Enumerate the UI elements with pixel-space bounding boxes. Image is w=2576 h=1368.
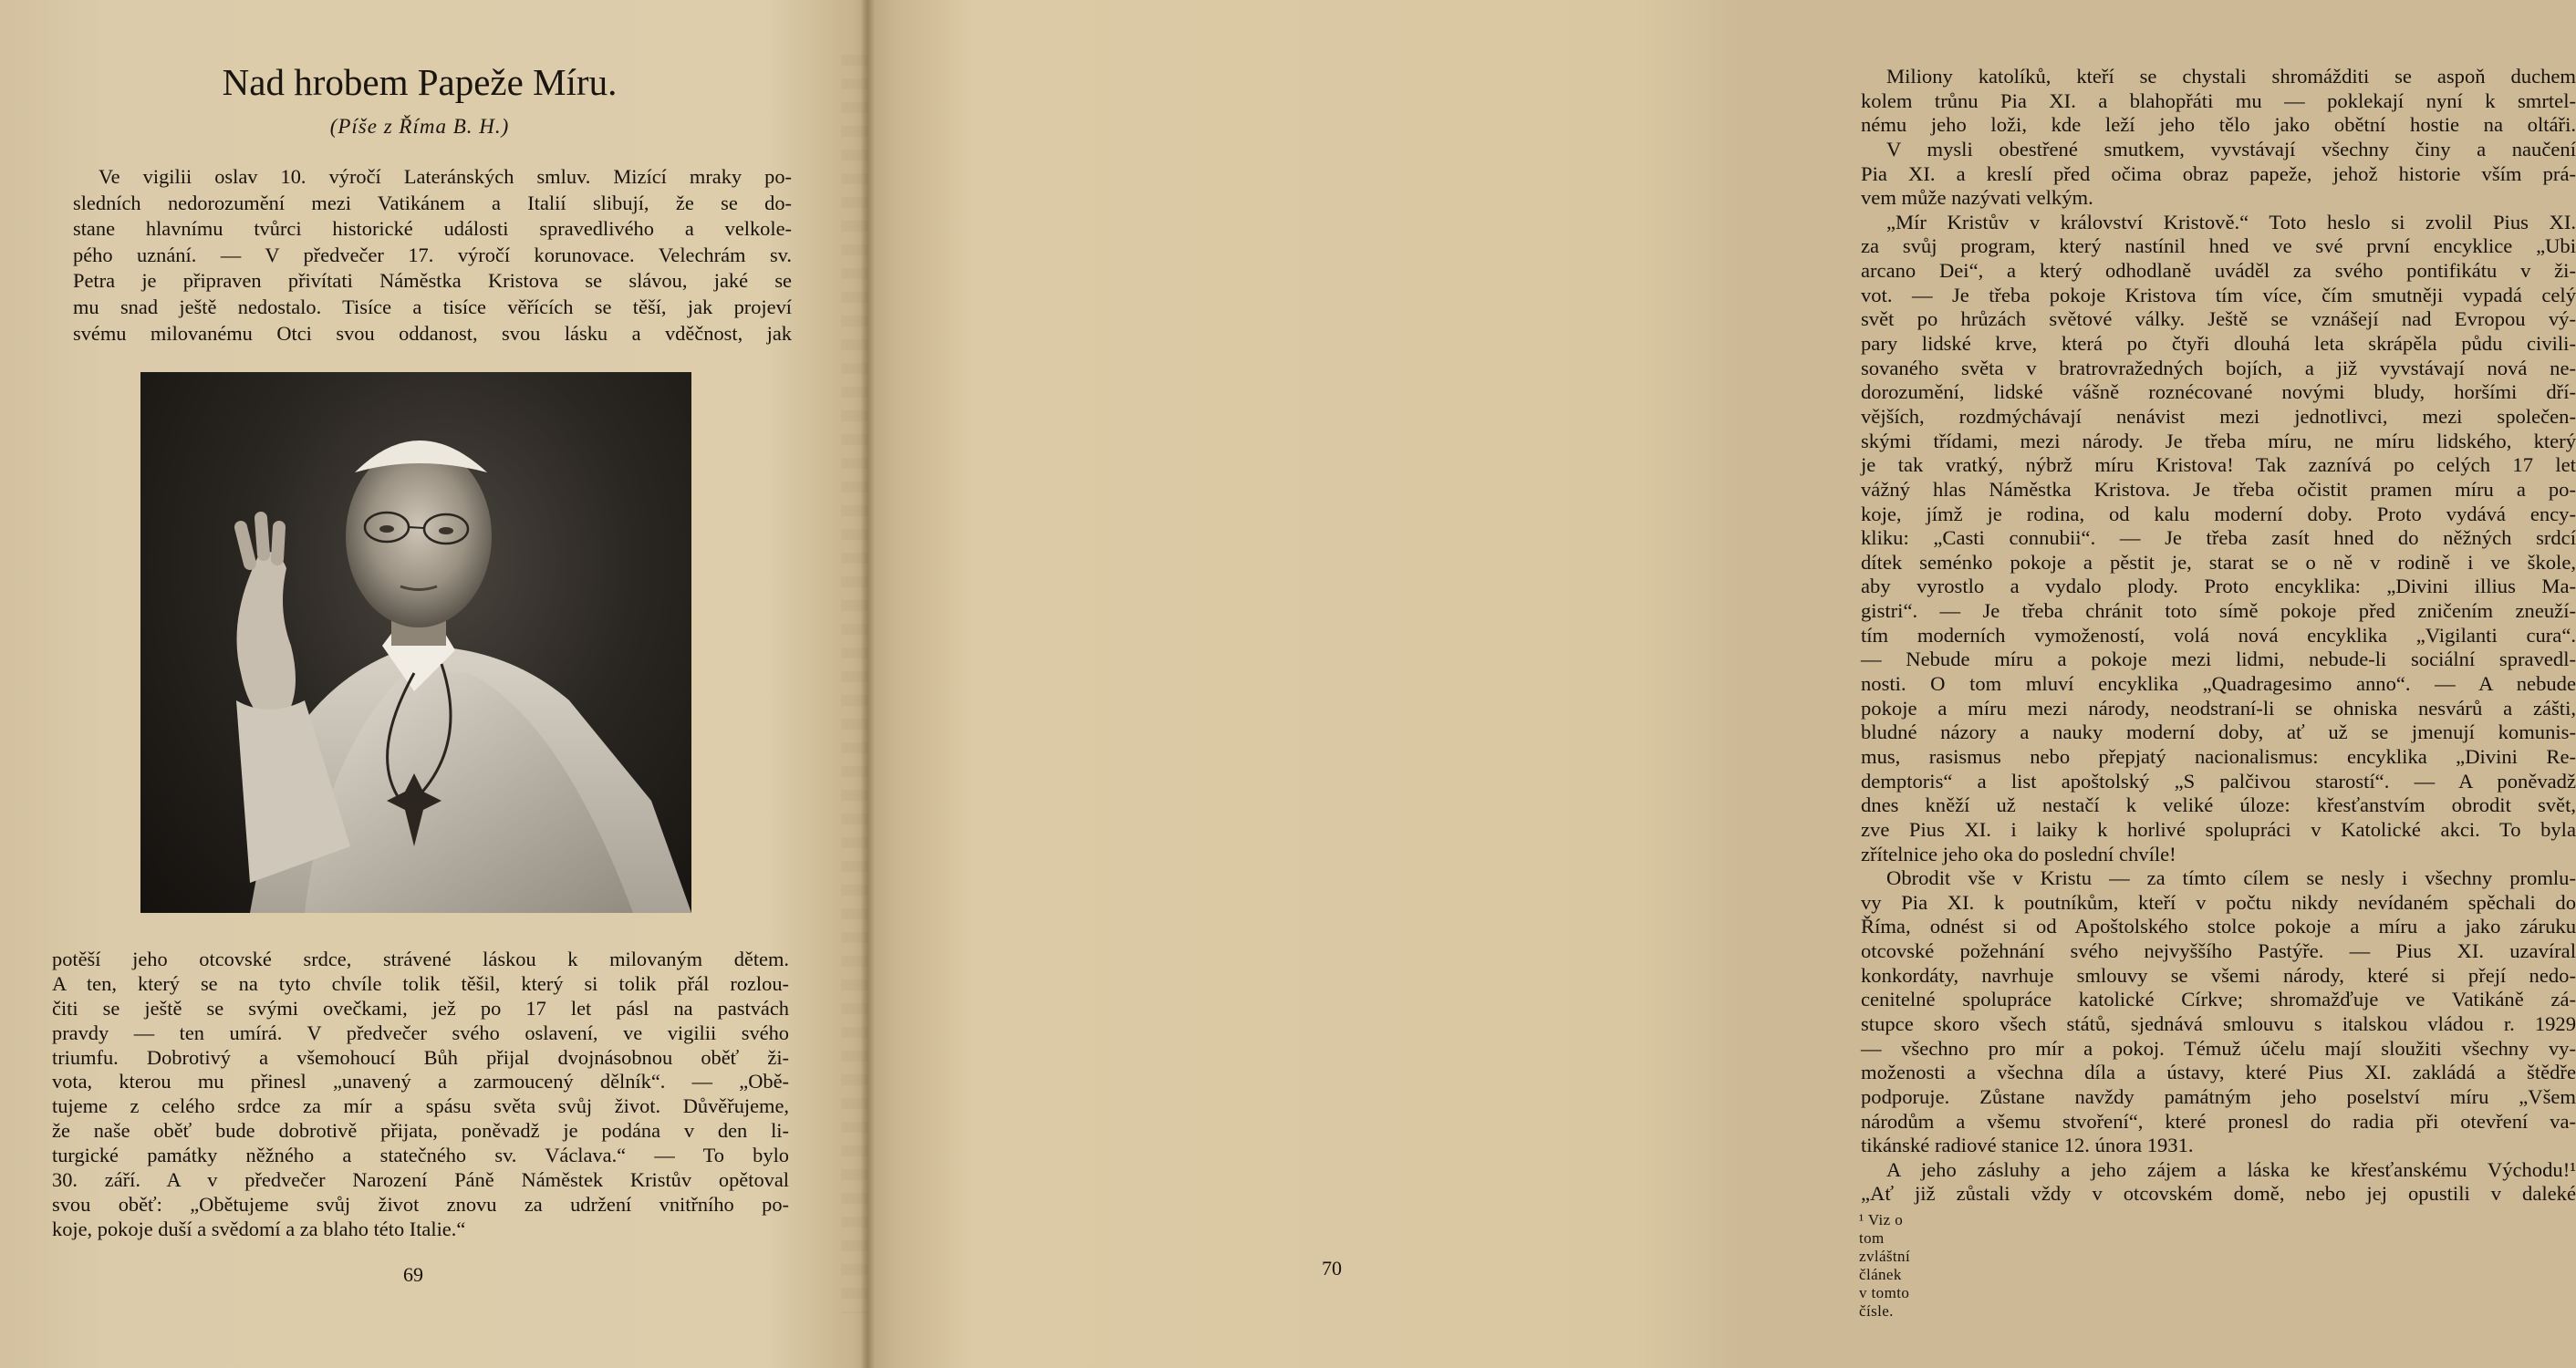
text-line: Ve vigilii oslav 10. výročí Lateránských smluv. Mizící mraky po- — [99, 165, 792, 188]
text-line: A jeho zásluhy a jeho zájem a láska ke křesťanskému Východu!¹ — [1886, 1157, 2576, 1181]
text-line: pého uznání. — V předvečer 17. výročí korunovace. Velechrám sv. — [73, 243, 792, 266]
right-page — [870, 0, 2576, 1368]
article-title: Nad hrobem Papeže Míru. — [222, 61, 618, 103]
text-line: nosti. O tom mluví encyklika „Quadragesimo anno“. — A nebude — [1861, 672, 2576, 696]
text-line: turgické památky něžného a statečného sv. Václava.“ — To bylo — [52, 1144, 789, 1167]
text-line: zřítelnice jeho oka do poslední chvíle! — [1861, 842, 2176, 865]
text-line: národům a všemu stvoření“, které pronesl do radia při otevření va- — [1861, 1109, 2576, 1133]
text-line: bludné názory a nauky moderní doby, ať už se jmenují komunis- — [1861, 720, 2576, 744]
left-top-paragraph — [73, 164, 792, 347]
text-line: kliku: „Casti connubii“. — Je třeba zasít hned do něžných srdcí — [1861, 526, 2576, 550]
text-line: koje, pokoje duší a svědomí a za blaho této Italie.“ — [52, 1217, 466, 1240]
text-line: koje, jímž je rodina, od kalu moderní doby. Proto vydává ency- — [1861, 502, 2576, 525]
text-line: Petra je připraven přivítati Náměstka Kristova se slávou, jaké se — [73, 269, 792, 293]
text-line: tujeme z celého srdce za mír a spásu světa svůj život. Důvěřujeme, — [52, 1094, 789, 1118]
text-line: potěší jeho otcovské srdce, strávené láskou k milovaným dětem. — [52, 948, 789, 970]
text-line: vy Pia XI. k poutníkům, kteří v počtu nikdy nevídaném spěchali do — [1861, 890, 2576, 914]
text-line: aby vyrostlo a vydalo plody. Proto encyklika: „Divini illius Ma- — [1861, 575, 2576, 598]
text-line: čiti se ještě se svými ovečkami, jež po 17 let pásl na pastvách — [52, 996, 789, 1020]
text-line: kolem trůnu Pia XI. a blahopřáti mu — poklekají nyní k smrtel- — [1861, 88, 2576, 112]
text-line: podporuje. Zůstane navždy památným jeho poselství míru „Všem — [1861, 1084, 2576, 1108]
text-line: pravdy — ten umírá. V předvečer svého oslavení, ve vigilii svého — [52, 1021, 789, 1044]
footnote: ¹ Viz o tom zvláštní článek v tomto čísle. — [1859, 1211, 1911, 1320]
text-line: — Nebude míru a pokoje mezi lidmi, nebude-li sociální spravedl- — [1861, 648, 2576, 671]
text-line: zve Pius XI. i laiky k horlivé spolupráci v Katolické akci. To byla — [1861, 817, 2576, 841]
text-line: dorozumění, lidské vášně roznécované novými bludy, horšími dří- — [1861, 380, 2576, 404]
text-line: gistri“. — Je třeba chránit toto símě pokoje před zničením zneuží- — [1861, 599, 2576, 623]
text-line: pary lidské krve, která po čtyři dlouhá leta skrápěla půdu civili- — [1861, 332, 2576, 356]
text-line: 30. září. A v předvečer Narození Páně Náměstek Kristův opětoval — [52, 1168, 789, 1192]
text-line: otcovské požehnání svého nejvyššího Pastýře. — Pius XI. uzavíral — [1861, 939, 2576, 963]
text-line: mu snad ještě nedostalo. Tisíce a tisíce věřících se těší, jak projeví — [73, 295, 792, 318]
text-line: dnes kněží už nestačí k veliké úloze: křesťanstvím obrodit svět, — [1861, 793, 2576, 817]
text-line: „Mír Kristův v království Kristově.“ Toto heslo si zvolil Pius XI. — [1886, 210, 2576, 233]
text-line: za svůj program, který nastínil hned ve své první encyklice „Ubi — [1861, 234, 2576, 258]
text-line: demptoris“ a list apoštolský „S palčivou starostí“. — A poněvadž — [1861, 769, 2576, 793]
text-line: vot. — Je třeba pokoje Kristova tím více, čím smutněji vypadá celý — [1861, 283, 2576, 306]
text-line: sledních nedorozumění mezi Vatikánem a Italií slibují, že se do- — [73, 191, 792, 214]
article-byline: (Píše z Říma B. H.) — [329, 115, 510, 138]
text-line: nému jeho loži, kde leží jeho tělo jako obětní hostie na oltáři. — [1861, 113, 2576, 137]
portrait-photo — [140, 372, 691, 913]
text-line: triumfu. Dobrotivý a všemohoucí Bůh přijal dvojnásobnou oběť ži- — [52, 1045, 789, 1069]
text-line: vějších, rozdmýchávají nenávist mezi jednotlivci, mezi společen- — [1861, 404, 2576, 428]
text-line: svému milovanému Otci svou oddanost, svou lásku a vděčnost, jak — [73, 321, 792, 345]
text-line: — všechno pro mír a pokoj. Témuž účelu mají sloužiti všechny vy- — [1861, 1036, 2576, 1060]
page-number-right: 70 — [1322, 1257, 1342, 1280]
text-line: konkordáty, navrhuje smlouvy se všemi národy, které si přejí nedo- — [1861, 963, 2576, 987]
left-page — [0, 0, 868, 1368]
text-line: „Ať již zůstali vždy v otcovském domě, nebo jej opustili v daleké — [1861, 1182, 2576, 1206]
text-line: dítek seménko pokoje a pěstit je, starat se o ně v rodině i ve škole, — [1861, 550, 2576, 574]
text-line: sovaného světa v bratrovražedných bojích, a již vyvstávají nová ne- — [1861, 356, 2576, 379]
text-line: Miliony katolíků, kteří se chystali shromážditi se aspoň duchem — [1886, 65, 2576, 88]
right-page-text — [1861, 65, 2576, 1207]
text-line: svět po hrůzách světové války. Ještě se vznášejí nad Evropou vý- — [1861, 307, 2576, 331]
text-line: Říma, odnést si od Apoštolského stolce pokoje a míru a jako záruku — [1861, 915, 2576, 938]
text-line: V mysli obestřené smutkem, vyvstávají všechny činy a naučení — [1886, 137, 2576, 161]
text-line: stane hlavnímu tvůrci historické události spravedlivého a velkole- — [73, 217, 792, 241]
text-line: je tak vratký, nýbrž míru Kristova! Tak zaznívá po celých 17 let — [1861, 453, 2576, 477]
page-number-left: 69 — [403, 1263, 423, 1286]
text-line: tikánské radiové stanice 12. února 1931. — [1861, 1134, 2194, 1157]
text-line: Pia XI. a kreslí před očima obraz papeže, jehož historie vším prá- — [1861, 161, 2576, 185]
text-line: svou oběť: „Obětujeme svůj život znovu za udržení vnitřního po- — [52, 1192, 789, 1216]
text-line: Obrodit vše v Kristu — za tímto cílem se nesly i všechny promlu- — [1886, 866, 2576, 890]
text-line: vem může nazývati velkým. — [1861, 186, 2093, 210]
text-line: vota, kterou mu přinesl „unavený a zarmoucený dělník“. — „Obě- — [52, 1070, 789, 1093]
text-line: stupce skoro všech států, sjednává smlouvu s italskou vládou r. 1929 — [1861, 1011, 2576, 1035]
portrait-illustration — [140, 372, 691, 913]
text-line: arcano Dei“, a který odhodlaně uváděl za svého pontifikátu v ži- — [1861, 259, 2576, 283]
text-line: tím moderních vymožeností, volá nová encyklika „Vigilanti cura“. — [1861, 623, 2576, 647]
text-line: moženosti a všechna díla a ústavy, které Pius XI. zakládá a štědře — [1861, 1061, 2576, 1084]
text-line: že naše oběť bude dobrotivě přijata, poněvadž je podána v den li- — [52, 1119, 789, 1143]
text-line: A ten, který se na tyto chvíle tolik těšil, který si tolik přál rozlou- — [52, 971, 789, 995]
text-line: mus, rasismus nebo přepjatý nacionalismus: encyklika „Divini Re- — [1861, 744, 2576, 768]
text-line: cenitelné spolupráce katolické Církve; shromažďuje ve Vatikáně zá- — [1861, 988, 2576, 1011]
text-line: pokoje a míru mezi národy, neodstraní-li se ohniska nesvárů a zášti, — [1861, 696, 2576, 720]
left-bottom-paragraph — [52, 948, 789, 1242]
text-line: vážný hlas Náměstka Kristova. Je třeba očistit pramen míru a po- — [1861, 477, 2576, 501]
text-line: skými třídami, mezi národy. Je třeba míru, ne míru lidského, který — [1861, 429, 2576, 452]
